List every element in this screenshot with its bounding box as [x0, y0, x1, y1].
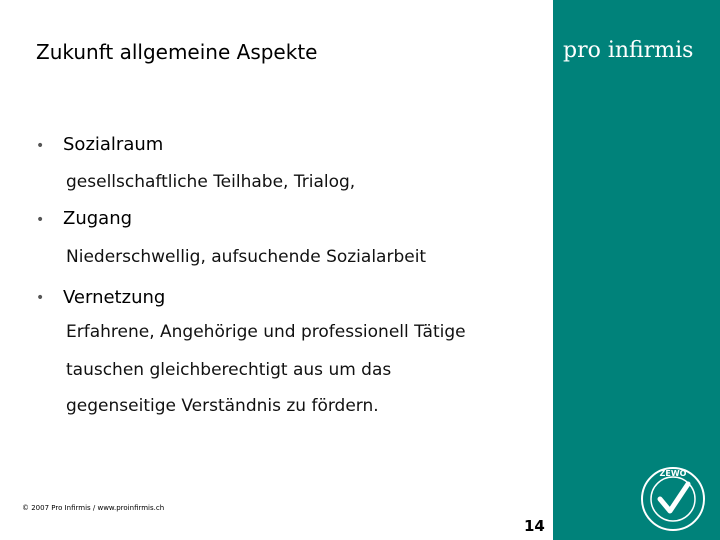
bullet-text-line: Niederschwellig, aufsuchende Sozialarbeit: [66, 247, 427, 267]
brand-sidebar: [553, 0, 720, 540]
bullet-label-zugang: Zugang: [63, 208, 133, 229]
bullet-label-vernetzung: Vernetzung: [63, 287, 166, 308]
bullet-icon: •: [36, 138, 45, 154]
seal-text: ZEWO: [659, 469, 687, 478]
bullet-text-line: tauschen gleichberechtigt aus um das: [66, 360, 392, 380]
bullet-text-line: gegenseitige Verständnis zu fördern.: [66, 396, 379, 416]
footer-copyright: © 2007 Pro Infirmis / www.proinfirmis.ch: [22, 504, 165, 512]
page-number: 14: [524, 517, 545, 535]
bullet-text-line: gesellschaftliche Teilhabe, Trialog,: [66, 172, 356, 192]
bullet-text-line: Erfahrene, Angehörige und professionell Tätige: [66, 322, 466, 342]
bullet-icon: •: [36, 212, 45, 228]
zewo-seal-icon: [640, 466, 706, 532]
slide-title: Zukunft allgemeine Aspekte: [36, 40, 318, 64]
bullet-icon: •: [36, 290, 45, 306]
pro-infirmis-logo: pro infirmis: [563, 38, 694, 63]
bullet-label-sozialraum: Sozialraum: [63, 134, 164, 155]
